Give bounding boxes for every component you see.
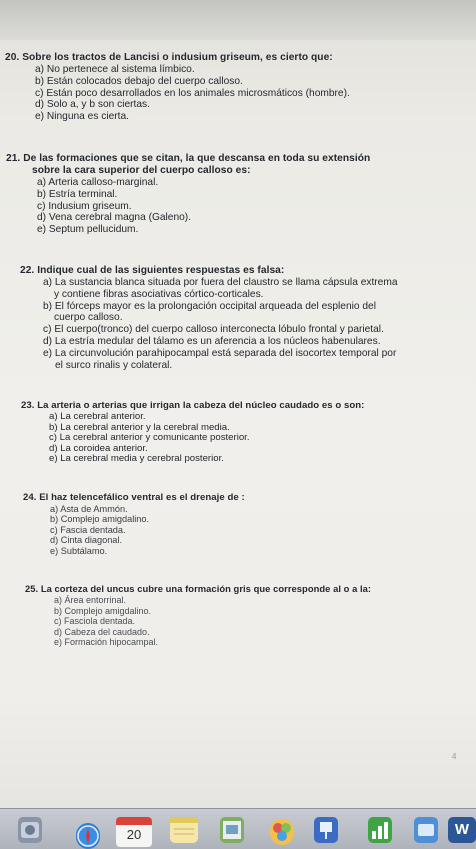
option-c bbox=[37, 201, 472, 213]
option-text: e) Septum pellucidum. bbox=[37, 224, 139, 236]
option-e bbox=[50, 546, 472, 556]
option-c bbox=[54, 616, 472, 627]
option-text: d) Vena cerebral magna (Galeno). bbox=[37, 212, 192, 224]
dock bbox=[0, 808, 476, 849]
option-d bbox=[54, 627, 472, 638]
question-20 bbox=[5, 52, 472, 123]
option-a bbox=[54, 595, 472, 606]
option-b bbox=[37, 189, 472, 201]
app-launcher-icon[interactable] bbox=[18, 817, 42, 843]
option-text: e) Subtálamo. bbox=[50, 545, 108, 556]
option-e bbox=[49, 454, 472, 465]
question-title-line: 24. El haz telencefálico ventral es el drenaje de : bbox=[23, 492, 245, 503]
option-a bbox=[37, 177, 472, 189]
option-text: d) Solo a, y b son ciertas. bbox=[35, 99, 150, 111]
question-title bbox=[23, 492, 472, 504]
question-title-line: 20. Sobre los tractos de Lancisi o indusium griseum, es cierto que: bbox=[5, 52, 333, 63]
option-text: b) El fórceps mayor es la prolongación occipital arqueada del esplenio del bbox=[43, 300, 376, 312]
option-text-continued: el surco rinalis y colateral. bbox=[55, 359, 173, 371]
question-25 bbox=[25, 583, 472, 648]
question-24 bbox=[23, 492, 472, 556]
word-label: W bbox=[454, 821, 470, 838]
option-text: b) Complejo amigdalino. bbox=[50, 514, 150, 525]
option-d bbox=[35, 99, 472, 111]
option-text: c) Fasciola dentada. bbox=[54, 616, 136, 627]
option-b bbox=[50, 514, 472, 524]
option-text: b) Estría terminal. bbox=[37, 188, 118, 200]
option-e bbox=[35, 111, 472, 123]
question-title-line: sobre la cara superior del cuerpo calloso es: bbox=[32, 165, 251, 176]
option-text: d) Cabeza del caudado. bbox=[54, 626, 150, 637]
option-c bbox=[43, 324, 472, 336]
option-text: b) Complejo amigdalino. bbox=[54, 605, 152, 616]
options-list bbox=[20, 277, 472, 371]
option-text: c) Indusium griseum. bbox=[37, 200, 132, 212]
options-list bbox=[6, 177, 472, 236]
option-text: e) Formación hipocampal. bbox=[54, 637, 159, 648]
option-text: a) Área entorrinal. bbox=[54, 595, 127, 605]
option-e bbox=[37, 224, 472, 236]
safari-icon[interactable] bbox=[76, 823, 100, 849]
option-text: a) Arteria calloso-marginal. bbox=[37, 177, 159, 188]
question-title bbox=[25, 583, 472, 595]
option-d bbox=[43, 336, 472, 348]
options-list bbox=[5, 64, 472, 123]
page-number: 4 bbox=[452, 752, 457, 761]
option-text: e) La circunvolución parahipocampal está separada del isocortex temporal por bbox=[43, 347, 397, 359]
option-text: c) La cerebral anterior y comunicante posterior. bbox=[49, 432, 250, 443]
options-list bbox=[21, 412, 472, 465]
option-text: b) Están colocados debajo del cuerpo calloso. bbox=[35, 75, 243, 87]
option-b bbox=[54, 606, 472, 617]
option-c bbox=[35, 88, 472, 100]
question-title bbox=[5, 52, 472, 64]
option-text: c) El cuerpo(tronco) del cuerpo calloso interconecta lóbulo frontal y parietal. bbox=[43, 324, 384, 336]
question-23 bbox=[21, 400, 472, 465]
option-e bbox=[54, 637, 472, 648]
question-title bbox=[20, 265, 472, 277]
question-title-line: 22. Indique cual de las siguientes respuestas es falsa: bbox=[20, 265, 285, 276]
keynote-icon[interactable] bbox=[314, 817, 338, 843]
question-title-line: 21. De las formaciones que se citan, la que descansa en toda su extensión bbox=[6, 153, 371, 164]
option-text: a) La sustancia blanca situada por fuera del claustro se llama cápsula extrema bbox=[43, 277, 398, 288]
option-text: e) Ninguna es cierta. bbox=[35, 111, 130, 123]
option-text: c) Fascia dentada. bbox=[50, 524, 126, 535]
preview-icon[interactable] bbox=[220, 817, 244, 843]
question-22 bbox=[20, 265, 472, 371]
photos-icon[interactable] bbox=[270, 819, 294, 845]
calendar-icon[interactable] bbox=[116, 817, 152, 847]
option-text: a) Asta de Ammón. bbox=[50, 504, 128, 514]
option-text: d) Cinta diagonal. bbox=[50, 535, 123, 546]
option-text: b) La cerebral anterior y la cerebral media. bbox=[49, 421, 230, 433]
option-text: e) La cerebral media y cerebral posterior. bbox=[49, 453, 224, 464]
option-text: a) La cerebral anterior. bbox=[49, 411, 146, 422]
numbers-icon[interactable] bbox=[368, 817, 392, 843]
option-b bbox=[35, 76, 472, 88]
calendar-header bbox=[116, 817, 152, 825]
options-list bbox=[23, 504, 472, 556]
question-21 bbox=[6, 153, 472, 236]
app-store-icon[interactable] bbox=[414, 817, 438, 843]
option-d bbox=[37, 212, 472, 224]
notes-icon[interactable] bbox=[170, 817, 198, 843]
question-title-line: 25. La corteza del uncus cubre una formación gris que corresponde al o a la: bbox=[25, 583, 372, 594]
options-list bbox=[25, 595, 472, 648]
question-title bbox=[6, 153, 472, 177]
word-icon[interactable] bbox=[448, 817, 476, 843]
option-a bbox=[35, 64, 472, 76]
option-c bbox=[50, 525, 472, 535]
question-title-line: 23. La arteria o arterias que irrigan la cabeza del núcleo caudado es o son: bbox=[21, 400, 365, 411]
calendar-day: 20 bbox=[126, 827, 142, 842]
option-text: a) No pertenece al sistema límbico. bbox=[35, 64, 195, 75]
option-text-continued: y contiene fibras asociativas córtico-corticales. bbox=[54, 288, 264, 300]
option-d bbox=[50, 535, 472, 545]
option-text: c) Están poco desarrollados en los animales microsmáticos (hombre). bbox=[35, 87, 350, 99]
option-a bbox=[50, 504, 472, 514]
option-text-continued: cuerpo calloso. bbox=[54, 312, 123, 324]
option-text: d) La estría medular del tálamo es un aferencia a los núcleos habenulares. bbox=[43, 335, 381, 347]
option-b bbox=[43, 301, 472, 325]
option-e bbox=[43, 348, 472, 372]
option-text: d) La coroidea anterior. bbox=[49, 442, 148, 454]
option-a bbox=[43, 277, 472, 301]
